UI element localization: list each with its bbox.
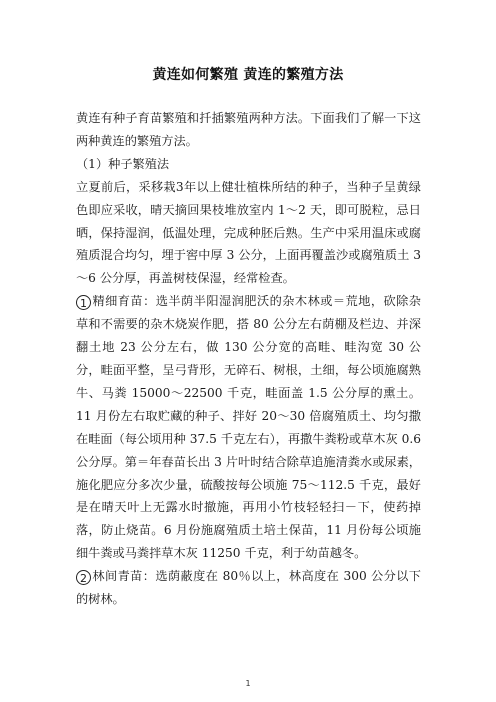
seed-method-paragraph: 立夏前后，采移栽3年以上健壮植株所结的种子，当种子呈黄绿色即应采收，晴天摘回果枝堆放室内 1～2 天，即可脱粒，忌日晒，保持湿润，低温处理，完成种胚后熟。生产中采用温床或腐殖质混合均匀，埋于窖中厚 3 公分，上面再覆盖沙或腐殖质土 3～6 公分厚，再盖树枝保湿，经常检查。 [76, 179, 421, 286]
list-item-text: 林间青苗：选荫蔽度在 80％以上，林高度在 300 公分以下的树林。 [76, 569, 421, 607]
list-item-text: 精细育苗：选半荫半阳湿润肥沃的杂木林或＝荒地，砍除杂草和不需要的杂木烧炭作肥，搭 80 公分左右荫棚及栏边、并深翻土地 23 公分左右，做 130 公分宽的高畦、畦沟宽 30 公分，畦面平整，呈弓背形，无碎石、树根，土细，每公顷施腐熟牛、马粪 15000～22500 千克，畦面盖 1.5 公分厚的熏土。11 月份左右取贮藏的种子、拌好 20～30 倍腐殖质土、均匀撒在畦面（每公顷用种 37.5 千克左右），再撒牛粪粉或草木灰 0.6 公分厚。第＝年春苗长出 3 片叶时结合除草追施清粪水或尿素，施化肥应分多次少量，硫酸按每公顷施 75～112.5 千克，最好是在晴天叶上无露水时撤施，再用小竹枝轻轻扫－下，使药掉落，防止烧苗。6 月份施腐殖质土培土保苗，11 月份每公顷施细牛粪或马粪拌草木灰 11250 千克，利于幼苗越冬。 [76, 294, 421, 561]
section-heading: （1）种子繁殖法 [76, 156, 170, 171]
list-item [76, 565, 421, 611]
document-body [76, 107, 421, 611]
circled-number-1: 1 [76, 295, 91, 310]
circled-number-2: 2 [76, 570, 91, 585]
list-item [76, 290, 421, 565]
page-number: 1 [245, 679, 251, 688]
document-title: 黄连如何繁殖 黄连的繁殖方法 [152, 67, 344, 83]
intro-paragraph: 黄连有种子育苗繁殖和扦插繁殖两种方法。下面我们了解一下这两种黄连的繁殖方法。 [76, 111, 421, 148]
